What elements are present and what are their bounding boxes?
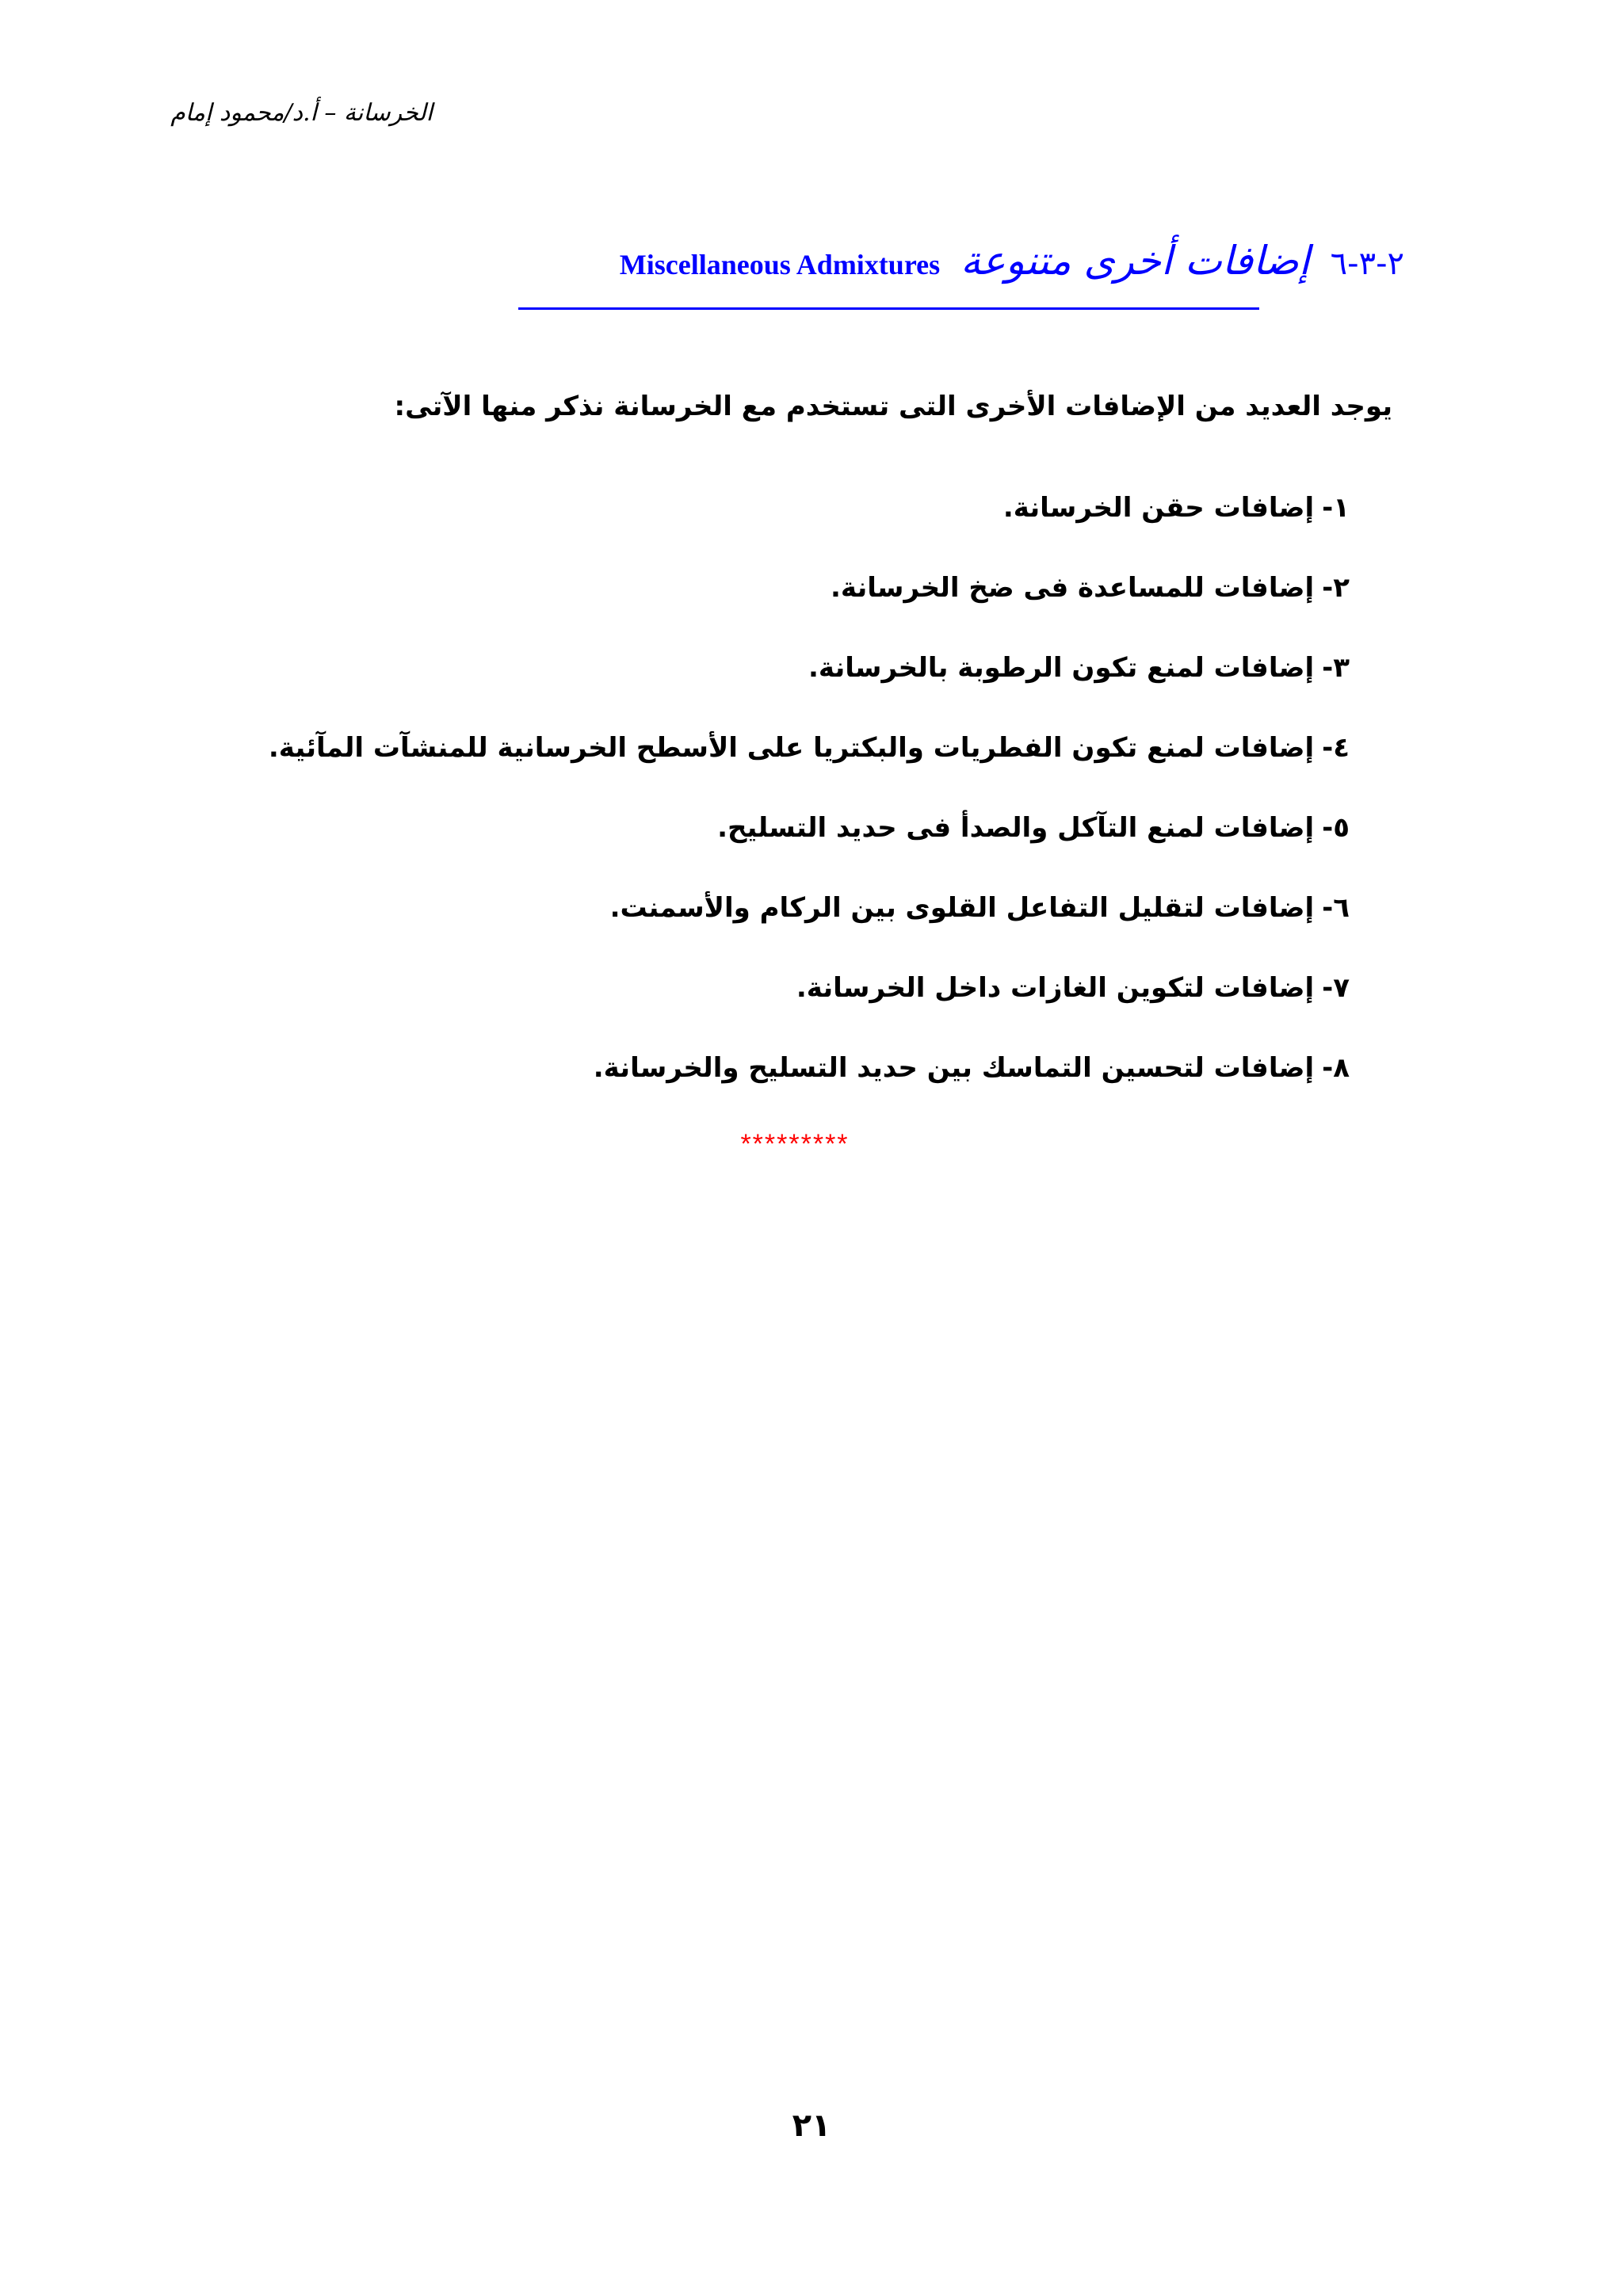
list-item-text: إضافات لتكوين الغازات داخل الخرسانة. [796,971,1315,1004]
list-item [269,627,1350,707]
intro-paragraph: يوجد العديد من الإضافات الأخرى التى تستخدم مع الخرسانة نذكر منها الآتى: [394,391,1392,422]
list-item-number: ٧- [1322,971,1350,1004]
list-item-text: إضافات للمساعدة فى ضخ الخرسانة. [830,571,1315,604]
section-title-arabic: إضافات أخرى متنوعة [960,238,1310,284]
list-item [269,467,1350,547]
list-item-number: ٦- [1322,891,1350,924]
list-item [269,707,1350,788]
list-item [269,547,1350,627]
list-item-text: إضافات لتقليل التفاعل القلوى بين الركام والأسمنت. [609,891,1315,924]
section-title-english: Miscellaneous Admixtures [619,249,941,280]
list-item-number: ٥- [1322,811,1350,844]
section-separator: ********* [740,1129,850,1159]
list-item [269,948,1350,1028]
list-item-text: إضافات حقن الخرسانة. [1002,491,1315,524]
list-item-number: ٨- [1322,1051,1350,1084]
list-item-text: إضافات لمنع التآكل والصدأ فى حديد التسليح. [717,811,1315,844]
section-heading [620,238,1404,284]
list-item-text: إضافات لتحسين التماسك بين حديد التسليح والخرسانة. [593,1051,1315,1084]
list-item-text: إضافات لمنع تكون الرطوبة بالخرسانة. [808,651,1315,684]
list-item-number: ٤- [1322,731,1350,764]
list-item [269,788,1350,868]
list-item-number: ٣- [1322,651,1350,684]
page-number: ٢١ [792,2107,831,2144]
list-item-text: إضافات لمنع تكون الفطريات والبكتريا على الأسطح الخرسانية للمنشآت المآئية. [268,731,1315,764]
section-number: ٢-٣-٦ [1330,246,1404,282]
list-item-number: ١- [1322,491,1350,524]
heading-underline [518,307,1259,310]
running-header: الخرسانة – أ.د/محمود إمام [170,99,433,127]
admixture-list [269,467,1350,1108]
list-item [269,1028,1350,1108]
list-item-number: ٢- [1322,571,1350,604]
list-item [269,868,1350,948]
